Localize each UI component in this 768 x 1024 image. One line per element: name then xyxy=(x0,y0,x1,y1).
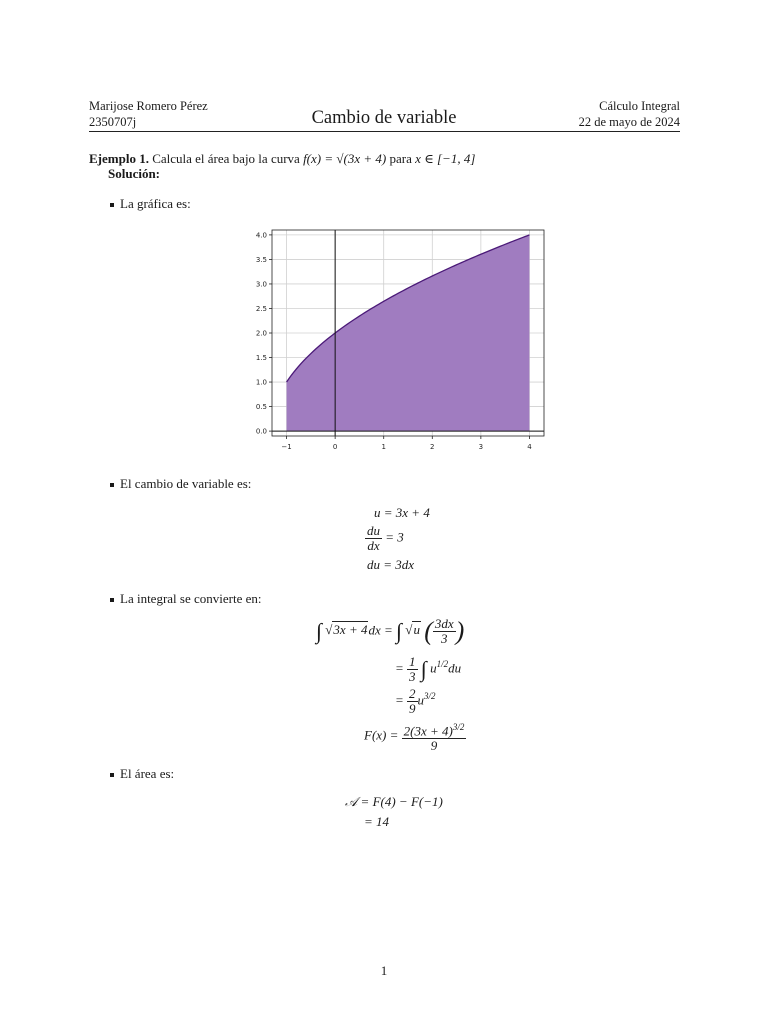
integral-line-4: F(x) = $\frac{2(3x + 4)^{3/2}}{9}$ xyxy=(364,722,465,754)
bullet-marker xyxy=(110,598,114,602)
header-rule xyxy=(89,131,680,132)
integral-line-1: ∫ √ 3x + 4 dx = ∫ √ u ( $\frac{3dx}{3}$ ) xyxy=(316,616,465,646)
bullet-substitution-label: El cambio de variable es: xyxy=(120,476,252,491)
du-dx-fraction: $\frac{du}{dx}$ xyxy=(367,523,380,553)
substitution-line-2: $\frac{du}{dx}$ = 3 xyxy=(367,523,404,553)
solution-label: Solución: xyxy=(108,166,161,181)
bullet-area-label: El área es: xyxy=(120,766,175,781)
header-date: 22 de mayo de 2024 xyxy=(578,115,680,129)
author-name: Marijose Romero Pérez xyxy=(89,99,208,113)
substitution-line-1: u = 3x + 4 xyxy=(374,505,430,520)
substitution-line-3: du = 3dx xyxy=(367,557,415,572)
x-tick-label: 3 xyxy=(478,443,484,451)
x-tick-label: 1 xyxy=(381,443,386,451)
function-expression: f(x) = √(3x + 4) xyxy=(303,151,387,166)
student-id: 2350707j xyxy=(89,115,137,129)
x-tick-label: 2 xyxy=(430,443,435,451)
example-label: Ejemplo 1. xyxy=(89,151,149,166)
bullet-integral-label: La integral se convierte en: xyxy=(120,591,262,606)
bullet-marker xyxy=(110,773,114,777)
area-line-2: = 14 xyxy=(364,814,390,829)
bullet-marker xyxy=(110,483,114,487)
y-tick-label: 2.5 xyxy=(255,304,267,313)
y-tick-label: 1.5 xyxy=(255,354,267,363)
y-tick-label: 1.0 xyxy=(255,378,267,387)
integral-line-3: = $\frac{2}{9}$ $u^{3/2}$ xyxy=(395,686,436,716)
example-statement xyxy=(89,151,475,167)
y-tick-label: 3.5 xyxy=(255,255,267,264)
area-line-1: 𝒜 = F(4) − F(−1) xyxy=(345,794,443,809)
bullet-graph-label: La gráfica es: xyxy=(120,196,191,211)
y-tick-label: 3.0 xyxy=(255,280,267,289)
bullet-marker xyxy=(110,203,114,207)
course-name: Cálculo Integral xyxy=(599,99,680,113)
page-title: Cambio de variable xyxy=(311,108,457,128)
y-tick-label: 4.0 xyxy=(255,231,267,240)
page-number: 1 xyxy=(380,963,388,978)
area-chart xyxy=(250,226,550,458)
y-tick-label: 2.0 xyxy=(255,329,267,338)
statement-prefix: Calcula el área bajo la curva xyxy=(152,151,300,166)
y-tick-label: 0.5 xyxy=(255,403,267,412)
statement-mid: para xyxy=(389,151,412,166)
x-tick-label: 4 xyxy=(527,443,532,451)
x-tick-label: −1 xyxy=(281,443,292,451)
integral-line-2: = $\frac{1}{3}$ ∫ $u^{1/2}du$ xyxy=(395,654,462,684)
y-tick-label: 0.0 xyxy=(255,427,267,436)
x-tick-label: 0 xyxy=(332,443,338,451)
domain-expression: x ∈ [−1, 4] xyxy=(415,151,476,166)
